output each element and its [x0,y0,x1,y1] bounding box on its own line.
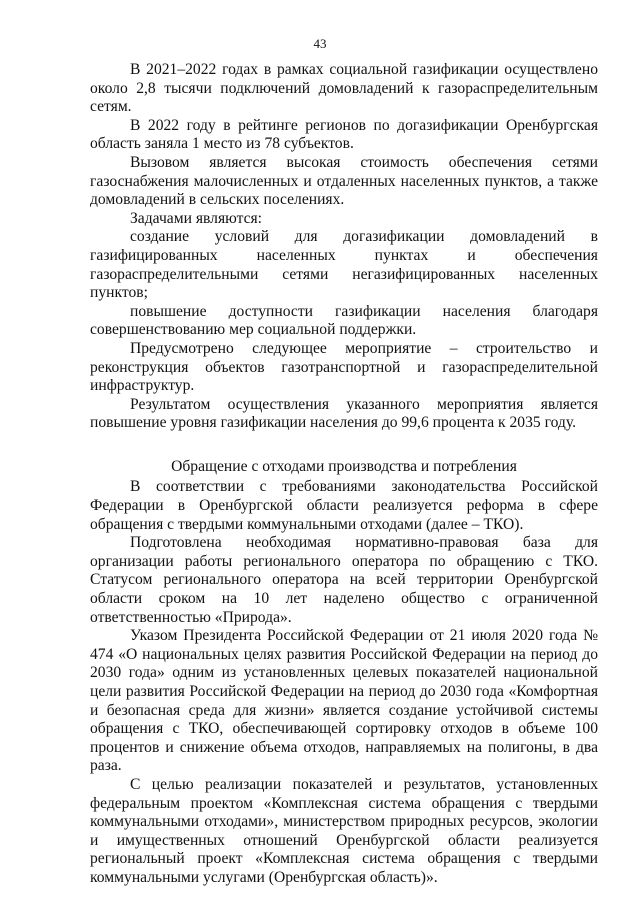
paragraph-task-conditions: создание условий для догазификации домовладений в газифицированных населенных пунктах и обеспечения газораспределительными сетями негазифицированных населенных пунктов; [90,228,598,302]
section-heading: Обращение с отходами производства и потребления [171,457,517,475]
paragraph-presidential-decree: Указом Президента Российской Федерации от 21 июля 2020 года № 474 «О национальных целях развития Российской Федерации на период до 2030 года» одним из установленных целевых показателей национальной цели развития Российской Федерации на период до 2030 года «Комфортная и безопасная среда для жизни» является создание устойчивой системы обращения с ТКО, обеспечивающей сортировку отходов в объеме 100 процентов и снижение объема отходов, направляемых на полигоны, в два раза. [90,627,598,775]
paragraph-task-accessibility: повышение доступности газификации населения благодаря совершенствованию мер социальной поддержки. [90,302,598,339]
paragraph-challenge: Вызовом является высокая стоимость обеспечения сетями газоснабжения малочисленных и отдаленных населенных пунктов, а также домовладений в сельских поселениях. [90,153,598,209]
paragraph-result: Результатом осуществления указанного мероприятия является повышение уровня газификации населения до 99,6 процента к 2035 году. [90,395,598,432]
paragraph-federal-project: С целью реализации показателей и результатов, установленных федеральным проектом «Комплексная система обращения с твердыми коммунальными отходами», министерством природных ресурсов, экологии и имущественных отношений Оренбургской области реализуется региональный проект «Комплексная система обращения с твердыми коммунальными услугами (Оренбургская область)». [90,775,598,886]
paragraph-tasks-intro: Задачами являются: [130,209,262,227]
paragraph-rating: В 2022 году в рейтинге регионов по догазификации Оренбургская область заняла 1 место из 78 субъектов. [90,116,598,153]
paragraph-measure: Предусмотрено следующее мероприятие – строительство и реконструкция объектов газотранспортной и газораспределительной инфраструктур. [90,339,598,395]
document-body [90,61,598,888]
paragraph-social-gasification: В 2021–2022 годах в рамках социальной газификации осуществлено около 2,8 тысячи подключений домовладений к газораспределительным сетям. [90,61,598,116]
paragraph-reform: В соответствии с требованиями законодательства Российской Федерации в Оренбургской области реализуется реформа в сфере обращения с твердыми коммунальными отходами (далее – ТКО). [90,478,598,533]
page-number: 43 [313,36,327,51]
paragraph-regional-operator: Подготовлена необходимая нормативно-правовая база для организации работы регионального оператора по обращению с ТКО. Статусом регионального оператора на всей территории Оренбургской области сроком на 10 лет наделено общество с ограниченной ответственностью «Природа». [90,534,598,626]
